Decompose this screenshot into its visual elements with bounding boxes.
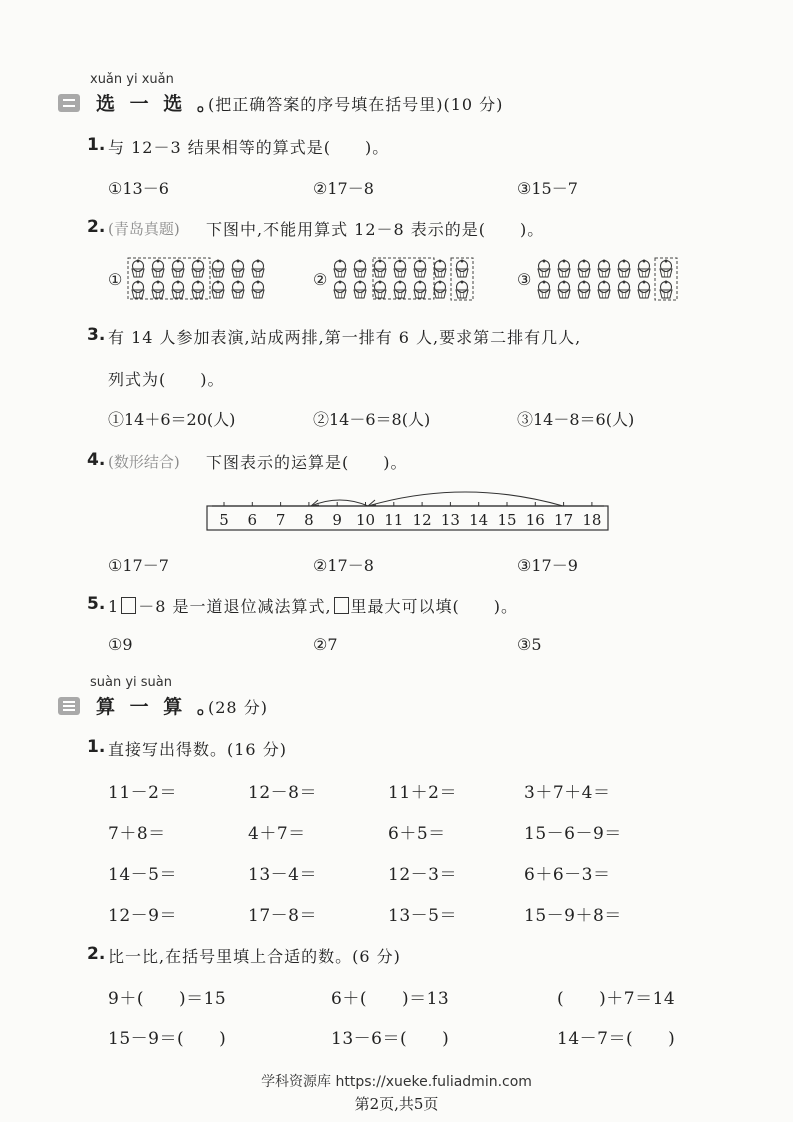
q3-option-2: ②14－6＝8(人) — [313, 410, 431, 429]
calc-item: 15－6－9＝ — [524, 824, 622, 844]
jump-arc-large — [368, 492, 563, 506]
q5-text-a: 1 — [108, 597, 120, 616]
q4-number: 4. — [87, 450, 106, 470]
calc-item: 3＋7＋4＝ — [524, 783, 611, 803]
calc-item: 6＋5＝ — [388, 824, 446, 844]
q4-tag: (数形结合) — [108, 453, 180, 471]
watermark-text: 学科资源库 https://xueke.fuliadmin.com — [261, 1074, 532, 1090]
calc-item: 11＋2＝ — [388, 783, 457, 803]
q5-text-b: －8 是一道退位减法算式, — [138, 597, 332, 616]
number-line-frame — [207, 506, 608, 530]
calc-item: 4＋7＝ — [248, 824, 306, 844]
calc-item: 6＋6－3＝ — [524, 865, 611, 885]
q5-number: 5. — [87, 594, 106, 614]
section-three-badge-icon — [58, 697, 80, 715]
calc-item: 14－5＝ — [108, 865, 177, 885]
number-line-label: 7 — [275, 511, 286, 529]
calc-item: 12－9＝ — [108, 906, 177, 926]
number-line-label: 10 — [355, 511, 376, 529]
q2-text: 下图中,不能用算式 12－8 表示的是( )。 — [206, 220, 545, 239]
section3-pinyin: suàn yi suàn — [90, 675, 173, 690]
q3-text-line2: 列式为( )。 — [108, 370, 225, 389]
fill-item: 15－9＝( ) — [108, 1029, 227, 1049]
number-line-label: 9 — [332, 511, 342, 529]
calc-item: 17－8＝ — [248, 906, 317, 926]
q4-option-3: ③17－9 — [517, 556, 578, 575]
arrow-head-icon — [368, 500, 376, 506]
number-line-labels — [219, 511, 601, 529]
fill-item: 9＋( )＝15 — [108, 989, 227, 1009]
fill-item: 6＋( )＝13 — [331, 989, 450, 1009]
section3-note: (28 分) — [208, 698, 268, 717]
calc-item: 7＋8＝ — [108, 824, 166, 844]
q3-option-1: ①14＋6＝20(人) — [108, 410, 236, 429]
calc-item: 12－8＝ — [248, 783, 317, 803]
jump-arc-small — [311, 500, 368, 506]
fill-item: 14－7＝( ) — [557, 1029, 676, 1049]
q3-number: 3. — [87, 325, 106, 345]
calc-item: 15－9＋8＝ — [524, 906, 622, 926]
s3-q1-number: 1. — [87, 737, 106, 757]
fill-item: ( )＋7＝14 — [557, 989, 676, 1009]
q2-option-3-label: ③ — [517, 270, 532, 289]
section2-note: (把正确答案的序号填在括号里)(10 分) — [208, 95, 504, 114]
calc-item: 13－4＝ — [248, 865, 317, 885]
number-line-label: 14 — [469, 511, 489, 529]
q4-option-1: ①17－7 — [108, 556, 169, 575]
q1-option-1: ①13－6 — [108, 179, 169, 198]
s3-q2-number: 2. — [87, 944, 106, 964]
page-number: 第2页,共5页 — [354, 1095, 439, 1113]
q5-text-c: 里最大可以填( )。 — [350, 597, 519, 616]
s3-q1-text: 直接写出得数。(16 分) — [108, 740, 287, 759]
q3-text: 有 14 人参加表演,站成两排,第一排有 6 人,要求第二排有几人, — [108, 328, 582, 347]
q5-option-1: ①9 — [108, 635, 133, 654]
number-line-label: 8 — [304, 511, 314, 529]
number-line-label: 16 — [525, 511, 545, 529]
section3-title: 算 一 算 。 — [96, 696, 220, 718]
q5-option-3: ③5 — [517, 635, 542, 654]
q5-option-2: ②7 — [313, 635, 338, 654]
number-line-label: 11 — [384, 511, 404, 529]
q4-number-line — [0, 0, 793, 540]
number-line-label: 15 — [497, 511, 517, 529]
q1-number: 1. — [87, 135, 106, 155]
number-line-label: 17 — [554, 511, 574, 529]
blank-square-icon — [121, 597, 136, 614]
number-line-label: 13 — [440, 511, 460, 529]
q2-option-2-label: ② — [313, 270, 328, 289]
number-line-label: 6 — [247, 511, 258, 529]
section2-pinyin: xuǎn yi xuǎn — [90, 72, 174, 87]
q5-text — [108, 594, 518, 617]
calc-item: 12－3＝ — [388, 865, 457, 885]
section2-title: 选 一 选 。 — [96, 93, 220, 115]
q2-tag: (青岛真题) — [108, 220, 180, 238]
fill-item: 13－6＝( ) — [331, 1029, 450, 1049]
q3-option-3: ③14－8＝6(人) — [517, 410, 635, 429]
q1-text: 与 12－3 结果相等的算式是( )。 — [108, 138, 390, 157]
q4-option-2: ②17－8 — [313, 556, 374, 575]
q1-option-2: ②17－8 — [313, 179, 374, 198]
q2-number: 2. — [87, 217, 106, 237]
s3-q2-text: 比一比,在括号里填上合适的数。(6 分) — [108, 947, 401, 966]
number-line-label: 12 — [412, 511, 432, 529]
q4-text: 下图表示的运算是( )。 — [206, 453, 408, 472]
calc-item: 13－5＝ — [388, 906, 457, 926]
number-line-label: 5 — [219, 511, 229, 529]
q1-option-3: ③15－7 — [517, 179, 578, 198]
q2-option-1-label: ① — [108, 270, 123, 289]
blank-square-icon — [334, 597, 349, 614]
calc-item: 11－2＝ — [108, 783, 177, 803]
number-line-label: 18 — [582, 511, 602, 529]
